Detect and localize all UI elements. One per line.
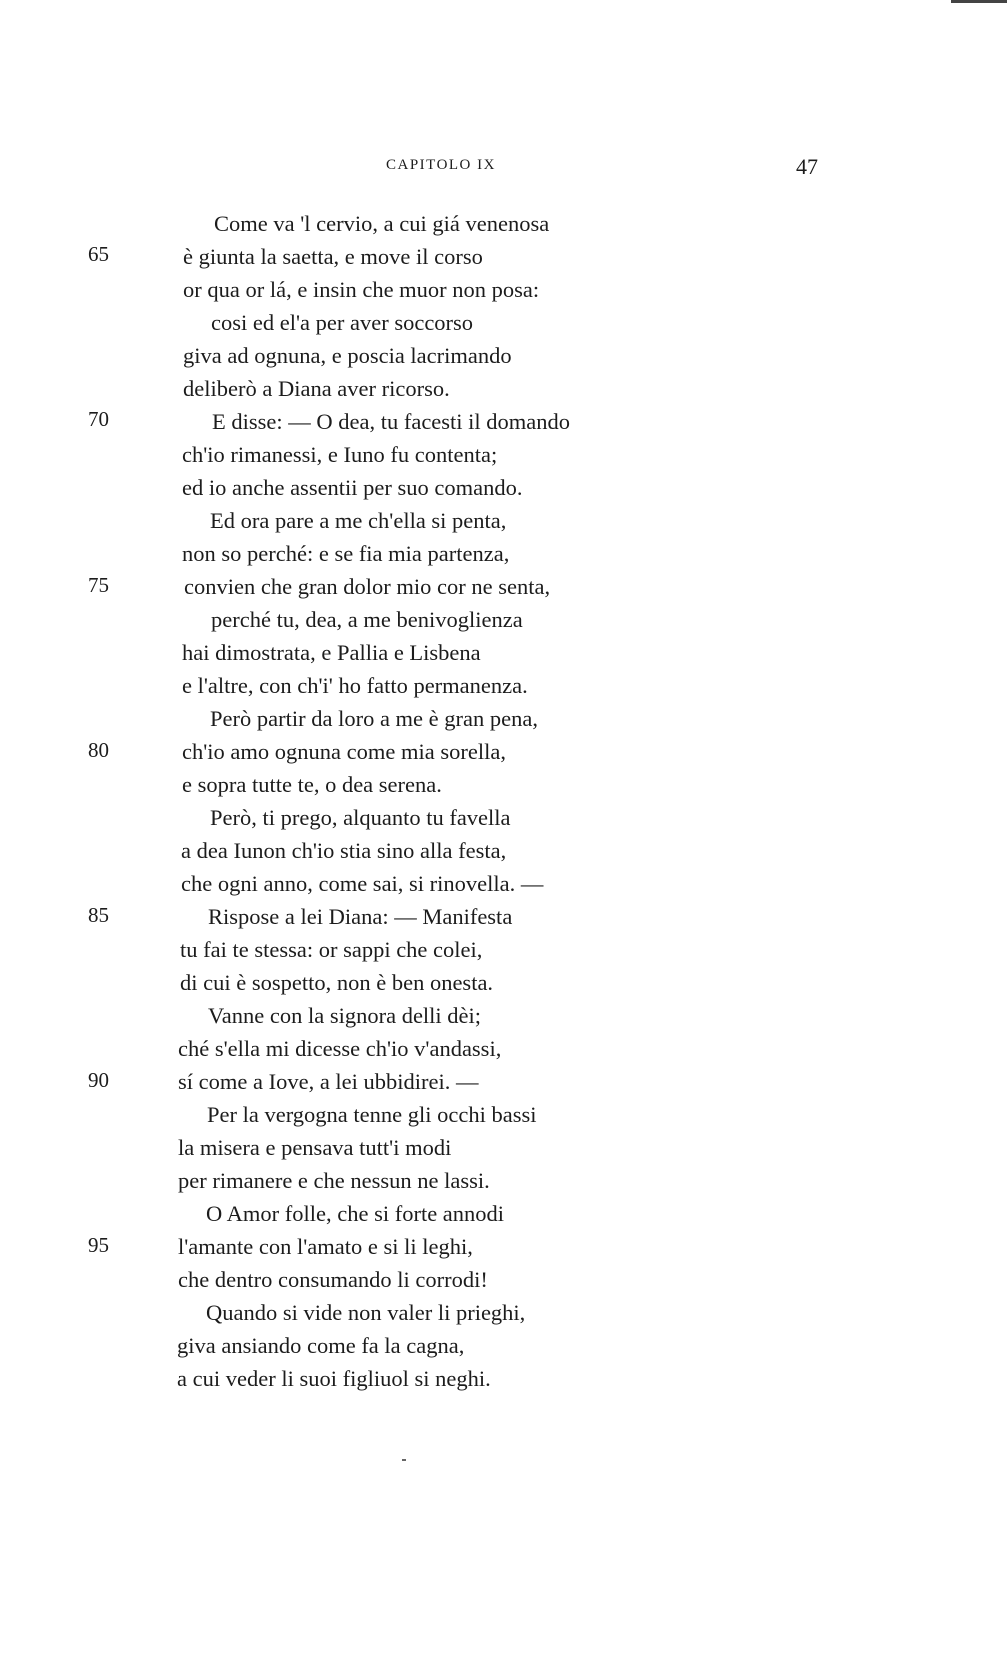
verse-line: giva ansiando come fa la cagna, <box>177 1333 465 1358</box>
verse-line: non so perché: e se fia mia partenza, <box>182 541 510 566</box>
verse-line: che ogni anno, come sai, si rinovella. — <box>181 871 544 896</box>
verse-line: ché s'ella mi dicesse ch'io v'andassi, <box>178 1036 502 1061</box>
verse-line: hai dimostrata, e Pallia e Lisbena <box>182 640 481 665</box>
verse-line: Ed ora pare a me ch'ella si penta, <box>210 508 507 533</box>
verse-line: a dea Iunon ch'io stia sino alla festa, <box>181 838 507 863</box>
verse-line: Vanne con la signora delli dèi; <box>208 1003 482 1028</box>
verse-line: convien che gran dolor mio cor ne senta, <box>184 574 551 599</box>
verse-line: perché tu, dea, a me benivoglienza <box>211 607 523 632</box>
verse-line: ch'io amo ognuna come mia sorella, <box>182 739 506 764</box>
line-number-90: 90 <box>88 1068 109 1092</box>
line-number-95: 95 <box>88 1233 109 1257</box>
verse-line: ed io anche assentii per suo comando. <box>182 475 523 500</box>
verse-line: ch'io rimanessi, e Iuno fu contenta; <box>182 442 498 467</box>
verse-line: la misera e pensava tutt'i modi <box>178 1135 452 1160</box>
scan-edge-mark <box>951 0 1007 3</box>
verse-line: che dentro consumando li corrodi! <box>178 1267 488 1292</box>
verse-line: per rimanere e che nessun ne lassi. <box>178 1168 490 1193</box>
verse-line: a cui veder li suoi figliuol si neghi. <box>177 1366 491 1391</box>
verse-line: Però, ti prego, alquanto tu favella <box>210 805 511 830</box>
verse-line: E disse: — O dea, tu facesti il domando <box>212 409 571 434</box>
verse-line: Per la vergogna tenne gli occhi bassi <box>207 1102 537 1127</box>
verse-line: O Amor folle, che si forte annodi <box>206 1201 505 1226</box>
line-number-75: 75 <box>88 573 109 597</box>
page-number: 47 <box>796 154 818 179</box>
verse-line: l'amante con l'amato e si li leghi, <box>178 1234 473 1259</box>
line-number-85: 85 <box>88 903 109 927</box>
verse-line: Quando si vide non valer li prieghi, <box>206 1300 526 1325</box>
verse-line: giva ad ognuna, e poscia lacrimando <box>183 343 512 368</box>
verse-line: or qua or lá, e insin che muor non posa: <box>183 277 540 302</box>
line-number-70: 70 <box>88 407 109 431</box>
verse-line: sí come a Iove, a lei ubbidirei. — <box>178 1069 479 1094</box>
line-number-65: 65 <box>88 242 109 266</box>
line-number-80: 80 <box>88 738 109 762</box>
print-speck <box>402 1459 406 1461</box>
verse-line: e sopra tutte te, o dea serena. <box>182 772 442 797</box>
verse-line: deliberò a Diana aver ricorso. <box>183 376 450 401</box>
verse-line: è giunta la saetta, e move il corso <box>183 244 483 269</box>
verse-line: Rispose a lei Diana: — Manifesta <box>208 904 513 929</box>
verse-line: Però partir da loro a me è gran pena, <box>210 706 538 731</box>
verse-line: Come va 'l cervio, a cui giá venenosa <box>214 211 550 236</box>
running-title: CAPITOLO IX <box>386 157 496 173</box>
verse-line: di cui è sospetto, non è ben onesta. <box>180 970 494 995</box>
verse-line: tu fai te stessa: or sappi che colei, <box>180 937 483 962</box>
verse-line: cosi ed el'a per aver soccorso <box>211 310 474 335</box>
verse-line: e l'altre, con ch'i' ho fatto permanenza. <box>182 673 528 698</box>
